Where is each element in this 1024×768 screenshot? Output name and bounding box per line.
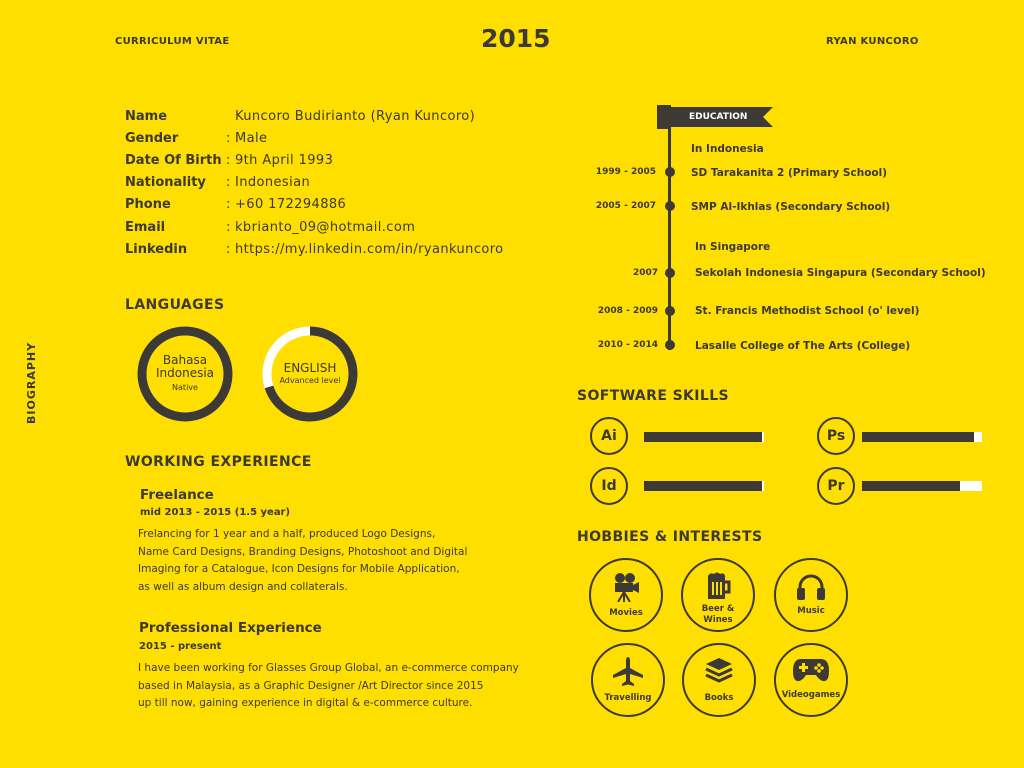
gamepad-icon	[792, 657, 830, 683]
job-description-line: Frelancing for 1 year and a half, produced Logo Designs,	[138, 528, 436, 540]
info-key: Name	[125, 109, 168, 124]
hobby-music	[774, 558, 848, 632]
biography-side-label: BIOGRAPHY	[25, 341, 38, 424]
skill-bar-remainder	[762, 481, 764, 491]
job-description-line: Name Card Designs, Branding Designs, Photoshoot and Digital	[138, 545, 468, 558]
education-heading: EDUCATION	[689, 112, 748, 122]
job-title-freelance: Freelance	[140, 487, 214, 503]
job-date: mid 2013 - 2015 (1.5 year)	[140, 507, 291, 518]
software-skills-heading: SOFTWARE SKILLS	[577, 388, 730, 404]
education-date: 2005 - 2007	[595, 201, 656, 211]
airplane-icon	[612, 656, 644, 688]
language-ring-bahasa	[137, 326, 233, 422]
education-school: SD Tarakanita 2 (Primary School)	[691, 167, 888, 179]
language-name-line1: ENGLISH	[283, 361, 337, 375]
job-description	[138, 526, 538, 596]
info-value: 9th April 1993	[235, 153, 334, 168]
education-school: Lasalle College of The Arts (College)	[695, 340, 911, 352]
job-title-professional: Professional Experience	[139, 620, 322, 636]
info-value: +60 172294886	[235, 197, 347, 212]
hobby-videogames	[774, 643, 848, 717]
language-ring-english	[262, 326, 358, 422]
header-right-name: RYAN KUNCORO	[826, 36, 919, 47]
header-left-label: CURRICULUM VITAE	[115, 36, 230, 47]
skill-bar-remainder	[960, 481, 982, 491]
info-key: Email	[125, 220, 166, 235]
working-experience-heading: WORKING EXPERIENCE	[125, 454, 312, 470]
skill-badge-premiere: Pr	[817, 467, 855, 505]
language-name-line2: Indonesia	[155, 366, 215, 380]
info-key: Nationality	[125, 175, 206, 190]
info-colon: :	[226, 175, 231, 190]
header-year: 2015	[481, 24, 551, 53]
timeline-dot	[665, 340, 675, 350]
job-date: 2015 - present	[139, 641, 222, 652]
info-key: Linkedin	[125, 242, 188, 257]
skill-badge-illustrator: Ai	[590, 417, 628, 455]
info-colon: :	[226, 197, 231, 212]
language-name-line1: Bahasa	[162, 353, 208, 367]
education-date: 2008 - 2009	[597, 306, 658, 316]
info-value: https://my.linkedin.com/in/ryankuncoro	[235, 242, 504, 257]
hobby-label: Videogames	[781, 690, 841, 700]
info-colon: :	[226, 131, 231, 146]
education-date: 2007	[632, 268, 658, 278]
hobby-movies	[589, 558, 663, 632]
timeline-dot	[665, 268, 675, 278]
timeline-dot	[665, 306, 675, 316]
hobby-label: Music	[797, 606, 825, 616]
hobbies-heading: HOBBIES & INTERESTS	[577, 529, 763, 545]
info-colon: :	[226, 220, 231, 235]
education-location: In Indonesia	[691, 143, 764, 155]
hobby-label: Books	[704, 693, 734, 703]
education-school: St. Francis Methodist School (o' level)	[695, 305, 920, 317]
info-key: Gender	[125, 131, 179, 146]
job-description-line: up till now, gaining experience in digital & e-commerce culture.	[138, 697, 473, 709]
hobby-travelling	[591, 643, 665, 717]
hobby-label: Wines	[703, 615, 733, 625]
info-key: Date Of Birth	[125, 153, 222, 168]
languages-heading: LANGUAGES	[125, 297, 225, 313]
job-description	[138, 660, 558, 713]
headphones-icon	[796, 573, 826, 601]
skill-badge-photoshop: Ps	[817, 417, 855, 455]
job-description-line: Imaging for a Catalogue, Icon Designs for Mobile Application,	[138, 563, 460, 575]
skill-bar-fill	[644, 432, 762, 442]
skill-bar-remainder	[974, 432, 982, 442]
language-level: Advanced level	[279, 376, 341, 385]
job-description-line: as well as album design and collaterals.	[138, 580, 348, 593]
info-value: Kuncoro Budirianto (Ryan Kuncoro)	[235, 109, 476, 124]
language-level: Native	[172, 383, 198, 392]
education-location: In Singapore	[695, 241, 771, 253]
hobby-label: Beer &	[701, 604, 735, 614]
hobby-books	[682, 643, 756, 717]
skill-badge-indesign: Id	[590, 467, 628, 505]
job-description-line: based in Malaysia, as a Graphic Designer /Art Director since 2015	[138, 679, 484, 692]
education-school: SMP Al-Ikhlas (Secondary School)	[691, 201, 891, 213]
skill-bar-fill	[862, 432, 974, 442]
skill-bar-fill	[862, 481, 960, 491]
skill-bar-fill	[644, 481, 762, 491]
hobby-beer-wines	[681, 558, 755, 632]
info-colon: :	[226, 242, 231, 257]
education-date: 2010 - 2014	[597, 340, 658, 350]
info-value: Male	[235, 131, 268, 146]
books-stack-icon	[705, 657, 733, 685]
skill-bar-remainder	[762, 432, 764, 442]
hobby-label: Travelling	[604, 693, 652, 703]
job-description-line: I have been working for Glasses Group Global, an e-commerce company	[138, 662, 519, 674]
hobby-label: Movies	[609, 608, 643, 618]
info-value: kbrianto_09@hotmail.com	[235, 220, 416, 235]
timeline-dot	[665, 167, 675, 177]
info-key: Phone	[125, 197, 171, 212]
info-value: Indonesian	[235, 175, 311, 190]
education-date: 1999 - 2005	[595, 167, 656, 177]
education-school: Sekolah Indonesia Singapura (Secondary School)	[695, 267, 986, 279]
movie-camera-icon	[612, 572, 640, 602]
info-colon: :	[226, 153, 231, 168]
timeline-dot	[665, 201, 675, 211]
beer-mug-icon	[705, 572, 731, 600]
